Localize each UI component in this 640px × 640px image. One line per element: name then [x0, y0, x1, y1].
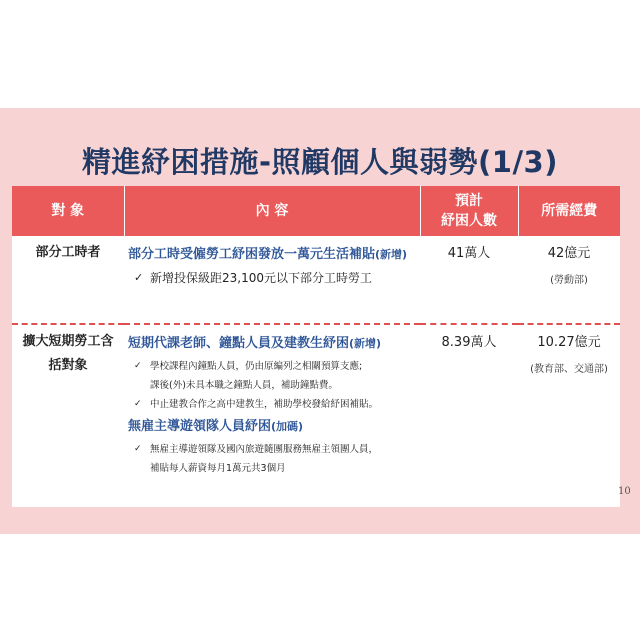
header-count-line1: 預計 — [455, 193, 483, 209]
check-icon: ✓ — [134, 444, 142, 454]
cost-agency: (勞動部) — [550, 275, 588, 286]
content-cell — [124, 324, 420, 507]
item-title-text: 部分工時受僱勞工紓困發放一萬元生活補貼 — [128, 247, 376, 262]
item-title — [128, 331, 416, 357]
page-number: 10 — [618, 486, 631, 497]
cost-cell — [518, 324, 620, 507]
item-tag: (新增) — [375, 248, 408, 261]
bullet-text-line: 課後(外)未具本職之鐘點人員，補助鐘點費。 — [150, 380, 338, 391]
cost-cell — [518, 236, 620, 324]
header-count-line2: 紓困人數 — [441, 213, 497, 229]
check-icon: ✓ — [134, 271, 144, 284]
item-title-text: 無雇主導遊領隊人員紓困 — [128, 419, 272, 434]
table-row — [12, 324, 620, 507]
item-tag: (加碼) — [271, 420, 304, 433]
bullet-text-line: 補貼每人薪資每月1萬元共3個月 — [150, 463, 286, 474]
count-cell: 8.39萬人 — [441, 335, 497, 350]
header-content: 內 容 — [124, 186, 420, 236]
bullet-item — [128, 357, 416, 395]
cost-agency: (教育部、交通部) — [530, 364, 608, 375]
check-icon: ✓ — [134, 399, 142, 409]
bullet-text-line: 無雇主導遊領隊及國內旅遊隨團服務無雇主領團人員， — [150, 444, 379, 455]
table-row — [12, 236, 620, 324]
bullet-text-line: 學校課程內鐘點人員，仍由原編列之相關預算支應; — [150, 361, 363, 372]
item-title — [128, 242, 416, 268]
bullet-item — [128, 395, 416, 414]
content-cell — [124, 236, 420, 324]
header-count — [420, 186, 518, 236]
header-cost: 所需經費 — [518, 186, 620, 236]
count-cell: 41萬人 — [420, 236, 518, 324]
target-cell — [12, 324, 124, 507]
target-label-line1: 擴大短期勞工含 — [22, 334, 114, 349]
target-label-line2: 括對象 — [48, 358, 88, 373]
table-header-row — [12, 186, 620, 236]
item-title-text: 短期代課老師、鐘點人員及建教生紓困 — [128, 336, 350, 351]
cost-value: 10.27億元 — [537, 335, 601, 350]
slide-title: 精進紓困措施-照顧個人與弱勢(1/3) — [82, 145, 558, 179]
bullet-text — [150, 357, 362, 395]
cost-value: 42億元 — [547, 246, 591, 261]
header-target: 對 象 — [12, 186, 124, 236]
target-cell — [12, 236, 124, 324]
item-title — [128, 414, 416, 440]
target-label: 部分工時者 — [35, 245, 101, 260]
bullet-text — [150, 440, 378, 478]
item-tag: (新增) — [349, 337, 382, 350]
bullet-item — [128, 268, 416, 288]
bullet-item — [128, 440, 416, 478]
bullet-text: 中止建教合作之高中建教生，補助學校發給紓困補貼。 — [150, 399, 379, 410]
relief-measures-table — [12, 186, 620, 507]
check-icon: ✓ — [134, 361, 142, 371]
bullet-text: 新增投保級距23,100元以下部分工時勞工 — [150, 271, 372, 285]
